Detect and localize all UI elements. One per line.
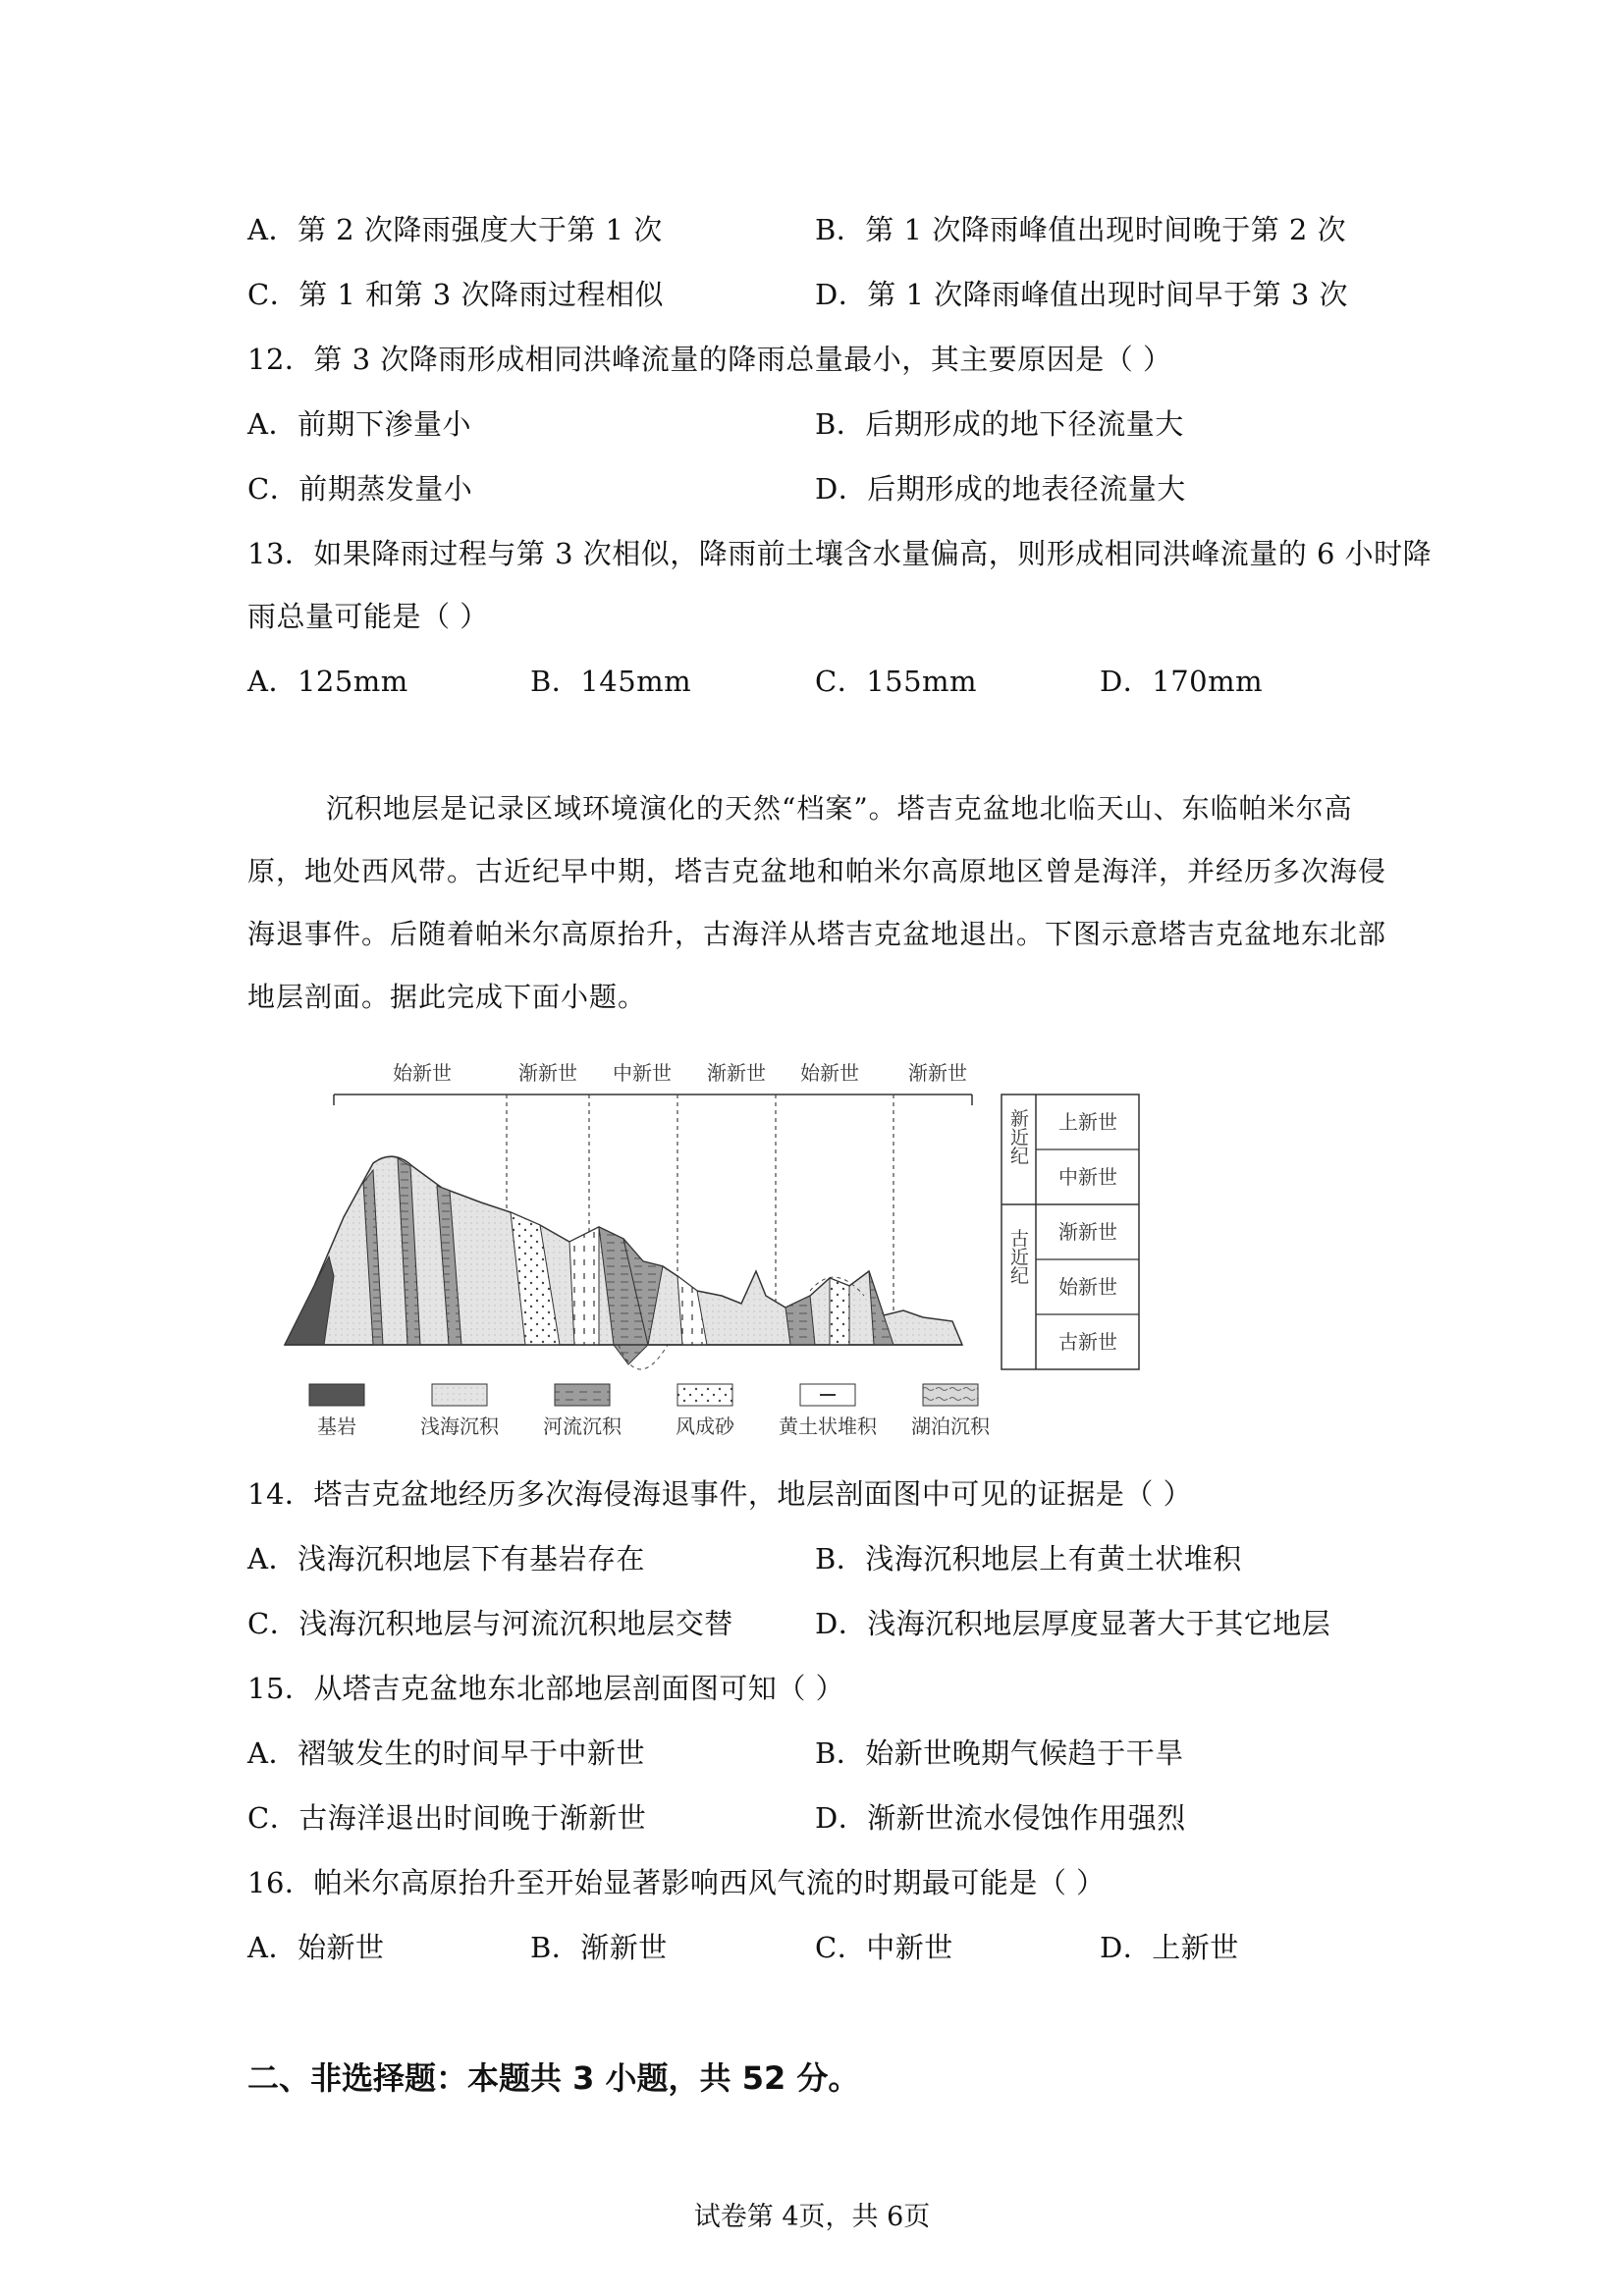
period-paleogene: 古近纪 — [1007, 1228, 1029, 1285]
q14-stem: 14．塔吉克盆地经历多次海侵海退事件，地层剖面图中可见的证据是（ ） — [247, 1477, 1193, 1511]
q16-option-d: D．上新世 — [1100, 1931, 1239, 1964]
q15-option-b: B．始新世晚期气候趋于干旱 — [815, 1736, 1184, 1770]
q16-option-a: A．始新世 — [247, 1931, 385, 1964]
legend-fluvial: 河流沉积 — [543, 1415, 622, 1438]
q13-stem-line1: 13．如果降雨过程与第 3 次相似，降雨前土壤含水量偏高，则形成相同洪峰流量的 6 小时降 — [247, 537, 1433, 570]
q14-option-d: D．浅海沉积地层厚度显著大于其它地层 — [815, 1607, 1331, 1640]
q16-option-b: B．渐新世 — [530, 1931, 668, 1964]
q13-option-d: D．170mm — [1100, 665, 1264, 698]
q11-option-c: C．第 1 和第 3 次降雨过程相似 — [247, 278, 664, 311]
q13-stem-line2: 雨总量可能是（ ） — [247, 600, 489, 633]
epoch-label-2: 渐新世 — [518, 1061, 577, 1085]
q14-option-a: A．浅海沉积地层下有基岩存在 — [247, 1542, 645, 1575]
q13-option-a: A．125mm — [247, 665, 408, 698]
q11-option-b: B．第 1 次降雨峰值出现时间晚于第 2 次 — [815, 213, 1347, 246]
epoch-label-3: 中新世 — [613, 1061, 672, 1085]
q13-option-c: C．155mm — [815, 665, 978, 698]
q12-option-d: D．后期形成的地表径流量大 — [815, 472, 1186, 506]
q14-option-b: B．浅海沉积地层上有黄土状堆积 — [815, 1542, 1242, 1575]
column-epoch-2: 中新世 — [1058, 1165, 1117, 1189]
geologic-time-column — [1001, 1095, 1139, 1369]
q15-option-d: D．渐新世流水侵蚀作用强烈 — [815, 1801, 1186, 1835]
q12-option-c: C．前期蒸发量小 — [247, 472, 473, 506]
q11-option-a: A．第 2 次降雨强度大于第 1 次 — [247, 213, 663, 246]
column-epoch-4: 始新世 — [1058, 1275, 1117, 1299]
q16-stem: 16．帕米尔高原抬升至开始显著影响西风气流的时期最可能是（ ） — [247, 1866, 1106, 1899]
epoch-label-5: 始新世 — [800, 1061, 859, 1085]
legend-shallow-marine: 浅海沉积 — [420, 1415, 499, 1438]
q15-option-a: A．褶皱发生的时间早于中新世 — [247, 1736, 645, 1770]
period-neogene: 新近纪 — [1007, 1108, 1029, 1165]
legend-aeolian-sand: 风成砂 — [676, 1415, 734, 1438]
reading-passage: 沉积地层是记录区域环境演化的天然“档案”。塔吉克盆地北临天山、东临帕米尔高原，地处西风带。古近纪早中期，塔吉克盆地和帕米尔高原地区曾是海洋，并经历多次海侵海退事件。后随着帕米尔高原抬升，古海洋从塔吉克盆地退出。下图示意塔吉克盆地东北部地层剖面。据此完成下面小题。 — [247, 792, 1387, 1013]
legend-loess: 黄土状堆积 — [779, 1415, 877, 1438]
column-epoch-5: 古新世 — [1058, 1330, 1117, 1354]
q13-option-b: B．145mm — [530, 665, 692, 698]
legend-bedrock: 基岩 — [317, 1415, 356, 1438]
q15-option-c: C．古海洋退出时间晚于渐新世 — [247, 1801, 647, 1835]
epoch-label-4: 渐新世 — [707, 1061, 766, 1085]
q14-option-c: C．浅海沉积地层与河流沉积地层交替 — [247, 1607, 733, 1640]
column-epoch-1: 上新世 — [1058, 1110, 1117, 1134]
epoch-label-6: 渐新世 — [908, 1061, 967, 1085]
strata-profile-figure — [275, 1050, 1159, 1443]
q12-option-a: A．前期下渗量小 — [247, 407, 471, 441]
page-footer: 试卷第 4页，共 6页 — [693, 2202, 931, 2232]
q15-stem: 15．从塔吉克盆地东北部地层剖面图可知（ ） — [247, 1672, 845, 1705]
column-epoch-3: 渐新世 — [1058, 1220, 1117, 1244]
figure-legend — [309, 1384, 991, 1438]
q12-stem: 12．第 3 次降雨形成相同洪峰流量的降雨总量最小，其主要原因是（ ） — [247, 343, 1172, 376]
section-heading: 二、非选择题：本题共 3 小题，共 52 分。 — [247, 2059, 860, 2097]
q12-option-b: B．后期形成的地下径流量大 — [815, 407, 1184, 441]
epoch-label-1: 始新世 — [393, 1061, 452, 1085]
legend-lacustrine: 湖泊沉积 — [911, 1415, 990, 1438]
q16-option-c: C．中新世 — [815, 1931, 953, 1964]
q11-option-d: D．第 1 次降雨峰值出现时间早于第 3 次 — [815, 278, 1349, 311]
